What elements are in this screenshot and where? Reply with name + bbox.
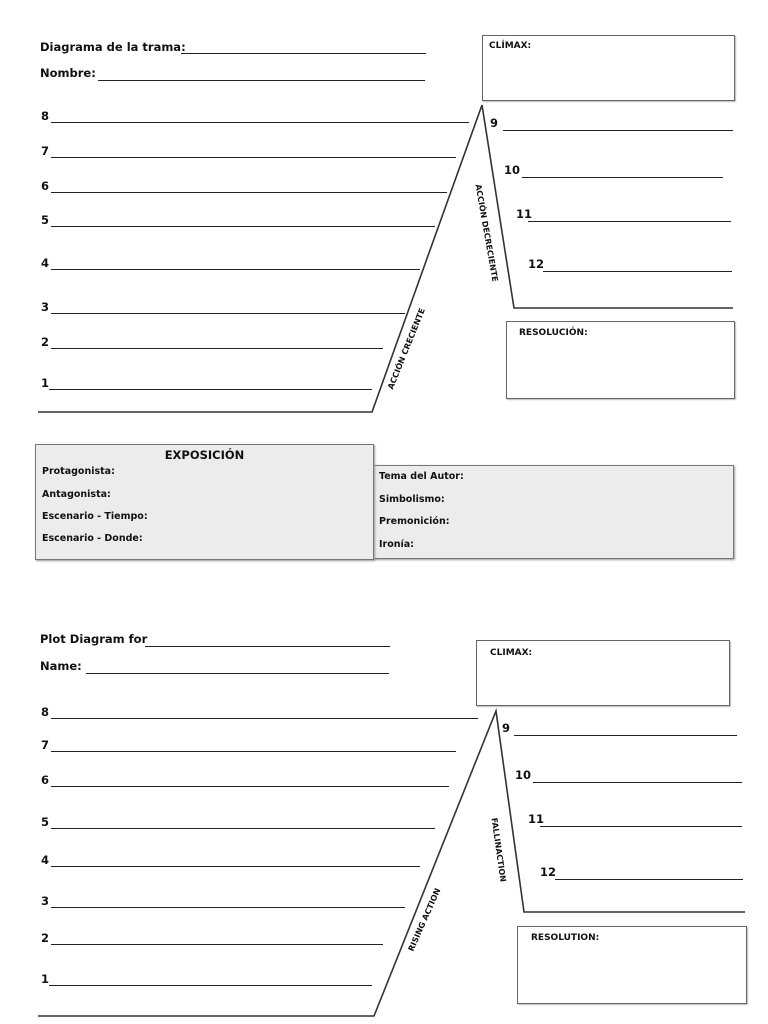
english-rising-action-label: RISING ACTION	[406, 886, 443, 953]
es-num-2: 2	[41, 335, 50, 349]
es-line-2[interactable]	[51, 348, 383, 349]
english-title-input-line[interactable]	[145, 646, 390, 647]
es-num-3: 3	[41, 300, 50, 314]
en-line-3[interactable]	[51, 907, 405, 908]
es-line-5[interactable]	[51, 226, 435, 227]
en-line-11[interactable]	[540, 826, 742, 827]
en-num-12: 12	[540, 865, 557, 879]
spanish-name-input-line[interactable]	[98, 80, 425, 81]
spanish-title-input-line[interactable]	[181, 53, 426, 54]
es-num-9: 9	[490, 116, 499, 130]
en-num-8: 8	[41, 705, 50, 719]
spanish-exposition-box[interactable]	[35, 444, 374, 560]
es-num-5: 5	[41, 213, 50, 227]
english-resolution-label: RESOLUTION:	[531, 933, 600, 943]
en-line-6[interactable]	[51, 786, 449, 787]
en-num-2: 2	[41, 931, 50, 945]
spanish-climax-label: CLÍMAX:	[489, 41, 532, 51]
english-resolution-box[interactable]	[517, 926, 747, 1004]
spanish-title-label: Diagrama de la trama:	[40, 40, 186, 54]
en-line-5[interactable]	[51, 828, 435, 829]
exposition-field-protagonist: Protagonista:	[42, 466, 115, 477]
es-line-9[interactable]	[503, 130, 733, 131]
en-num-11: 11	[528, 812, 545, 826]
spanish-resolution-label: RESOLUCIÓN:	[519, 328, 588, 338]
theme-field-author-theme: Tema del Autor:	[379, 471, 464, 482]
es-num-11: 11	[516, 207, 533, 221]
en-num-10: 10	[515, 768, 532, 782]
en-num-6: 6	[41, 773, 50, 787]
es-num-4: 4	[41, 256, 50, 270]
en-line-1[interactable]	[49, 985, 372, 986]
en-line-2[interactable]	[51, 944, 383, 945]
spanish-name-label: Nombre:	[40, 66, 96, 80]
en-num-9: 9	[502, 721, 511, 735]
es-line-10[interactable]	[522, 177, 723, 178]
theme-field-irony: Ironía:	[379, 539, 414, 550]
spanish-falling-action-label: ACCIÓN DECRECIENTE	[473, 183, 500, 283]
english-name-label: Name:	[40, 659, 82, 673]
en-num-4: 4	[41, 853, 50, 867]
en-line-9[interactable]	[514, 735, 737, 736]
spanish-climax-box[interactable]	[482, 35, 735, 101]
en-num-3: 3	[41, 894, 50, 908]
exposition-title: EXPOSICIÓN	[164, 448, 245, 462]
en-num-5: 5	[41, 815, 50, 829]
en-line-7[interactable]	[51, 751, 456, 752]
theme-field-foreshadowing: Premonición:	[379, 516, 450, 527]
es-num-12: 12	[528, 257, 545, 271]
en-num-1: 1	[41, 972, 50, 986]
es-line-12[interactable]	[543, 271, 732, 272]
es-line-8[interactable]	[51, 122, 469, 123]
english-climax-label: CLIMAX:	[490, 648, 533, 658]
exposition-field-setting-place: Escenario - Donde:	[42, 533, 143, 544]
en-line-10[interactable]	[533, 782, 742, 783]
es-num-6: 6	[41, 179, 50, 193]
es-num-7: 7	[41, 144, 50, 158]
en-line-12[interactable]	[555, 879, 743, 880]
spanish-rising-action-label: ACCIÓN CRECIENTE	[386, 306, 427, 391]
es-line-4[interactable]	[51, 269, 420, 270]
english-title-label: Plot Diagram for	[40, 632, 148, 646]
english-name-input-line[interactable]	[86, 673, 389, 674]
es-line-11[interactable]	[528, 221, 731, 222]
theme-field-symbolism: Simbolismo:	[379, 494, 445, 505]
en-num-7: 7	[41, 738, 50, 752]
es-line-6[interactable]	[51, 192, 447, 193]
english-falling-action-label: FALLINACTION	[489, 817, 508, 883]
spanish-resolution-box[interactable]	[506, 321, 735, 399]
en-line-8[interactable]	[51, 718, 478, 719]
en-line-4[interactable]	[51, 866, 420, 867]
es-line-7[interactable]	[51, 157, 456, 158]
es-line-1[interactable]	[49, 389, 372, 390]
es-num-8: 8	[41, 109, 50, 123]
exposition-field-antagonist: Antagonista:	[42, 489, 111, 500]
es-num-1: 1	[41, 376, 50, 390]
exposition-field-setting-time: Escenario - Tiempo:	[42, 511, 148, 522]
english-climax-box[interactable]	[476, 640, 730, 706]
es-num-10: 10	[504, 163, 521, 177]
spanish-theme-box[interactable]	[372, 465, 734, 559]
es-line-3[interactable]	[51, 313, 405, 314]
